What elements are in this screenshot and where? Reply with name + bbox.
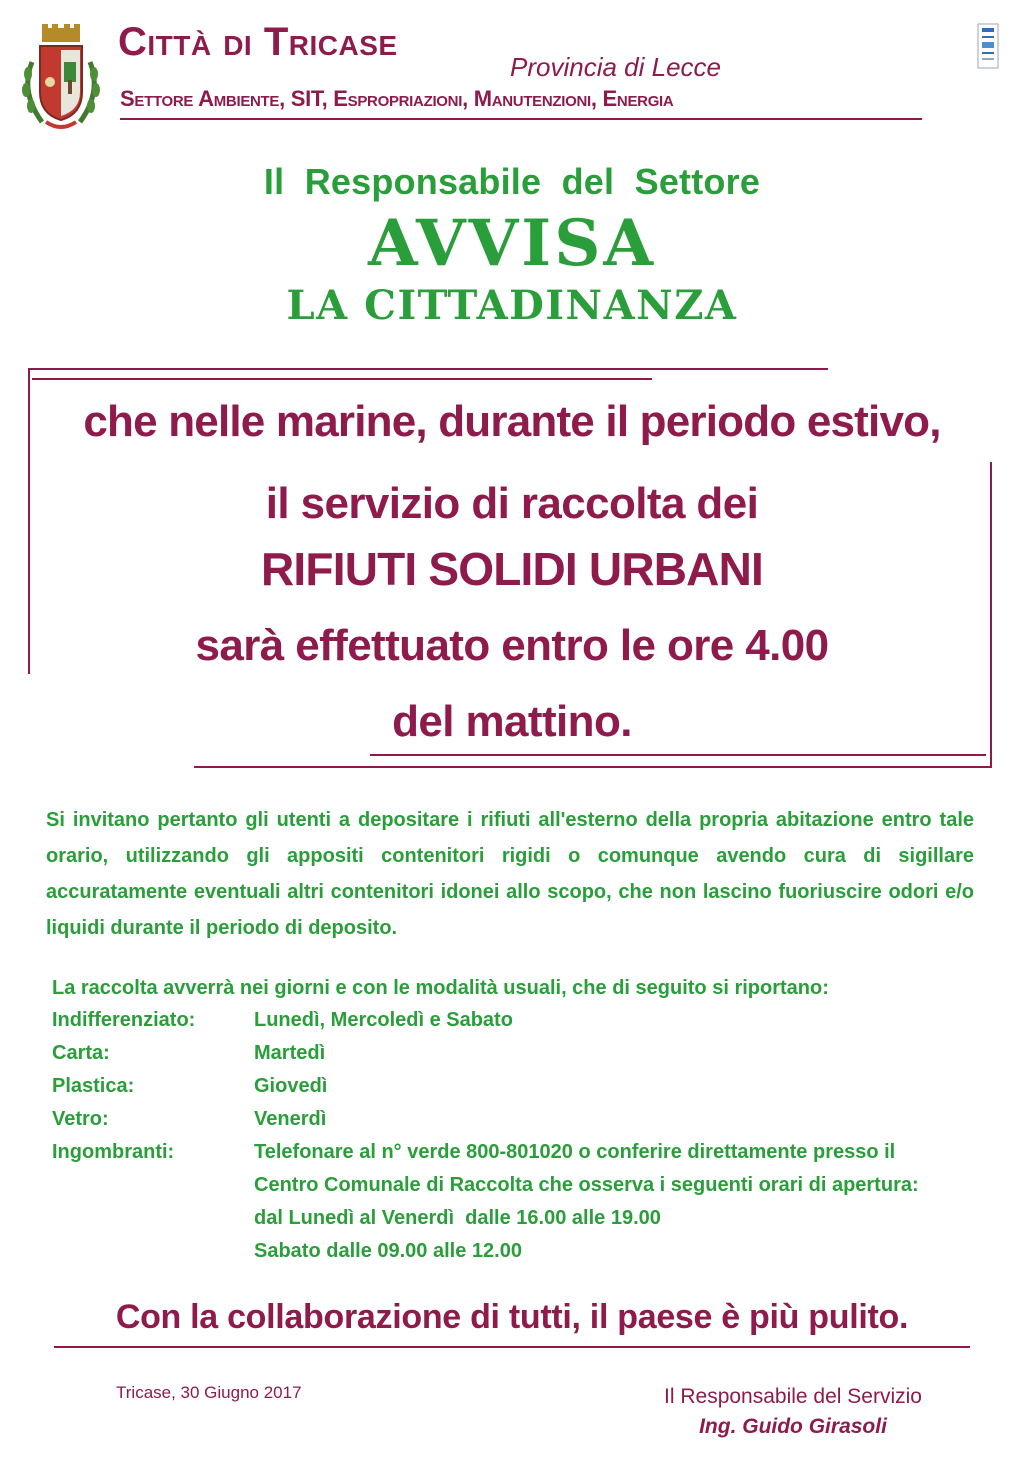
schedule-value-text: Telefonare al n° verde 800-801020 o conferire direttamente presso il (254, 1141, 896, 1163)
notice-line-5: del mattino. (392, 697, 632, 746)
frame-line-top-outer (28, 368, 828, 370)
schedule-value (254, 1004, 982, 1037)
instructions-paragraph: Si invitano pertanto gli utenti a depositare i rifiuti all'esterno della propria abitazione entro tale orario, utilizzando gli appositi contenitori rigidi o comunque avendo cura di sigillare accuratamente eventuali altri contenitori idonei allo scopo, che non lascino fuoriuscire odori e/o liquidi durante il periodo di deposito. (46, 809, 974, 939)
slogan-underline (54, 1346, 970, 1348)
service-logo-icon (976, 22, 1000, 70)
header-divider (120, 118, 922, 120)
province-label: Provincia di Lecce (510, 52, 721, 82)
schedule-value (254, 1037, 982, 1070)
notice-line-1: che nelle marine, durante il periodo estivo, (83, 397, 941, 446)
schedule-label: Plastica: (52, 1075, 135, 1097)
coat-of-arms-icon (18, 22, 104, 134)
schedule-label: Carta: (52, 1042, 110, 1064)
frame-line-bottom-outer (194, 766, 992, 768)
schedule-label: Indifferenziato: (52, 1009, 196, 1031)
avvisa-heading: AVVISA (367, 206, 657, 281)
schedule-value-text: Sabato dalle 09.00 alle 12.00 (254, 1240, 522, 1262)
schedule-value-text: Giovedì (254, 1075, 328, 1097)
schedule-label: Ingombranti: (52, 1141, 175, 1163)
notice-line-3: RIFIUTI SOLIDI URBANI (261, 543, 763, 595)
schedule-value (254, 1103, 982, 1136)
responsible-heading: Il Responsabile del Settore (263, 161, 761, 202)
notice-line-4: sarà effettuato entro le ore 4.00 (195, 621, 829, 670)
schedule-value (254, 1136, 982, 1268)
sector-title: Settore Ambiente, SIT, Espropriazioni, Manutenzioni, Energia (120, 86, 674, 111)
frame-line-top-inner (32, 378, 652, 380)
schedule-intro: La raccolta avverrà nei giorni e con le modalità usuali, che di seguito si riportano: (52, 977, 829, 999)
schedule-value-text: Martedì (254, 1042, 326, 1064)
schedule-value-text: Centro Comunale di Raccolta che osserva i seguenti orari di apertura: (254, 1174, 919, 1196)
signer-role: Il Responsabile del Servizio (664, 1385, 922, 1408)
city-title: Città di Tricase (118, 20, 398, 64)
notice-line-2: il servizio di raccolta dei (265, 479, 759, 528)
document-date: Tricase, 30 Giugno 2017 (116, 1383, 302, 1402)
cittadinanza-heading: LA CITTADINANZA (286, 282, 738, 329)
schedule-label: Vetro: (52, 1108, 109, 1130)
schedule-value-text: dal Lunedì al Venerdì dalle 16.00 alle 19.00 (254, 1207, 661, 1229)
schedule-value-text: Venerdì (254, 1108, 327, 1130)
signer-name: Ing. Guido Girasoli (699, 1415, 887, 1438)
schedule-value-text: Lunedì, Mercoledì e Sabato (254, 1009, 513, 1031)
schedule-value (254, 1070, 982, 1103)
slogan: Con la collaborazione di tutti, il paese è più pulito. (115, 1298, 909, 1336)
frame-line-bottom-inner (370, 754, 986, 756)
